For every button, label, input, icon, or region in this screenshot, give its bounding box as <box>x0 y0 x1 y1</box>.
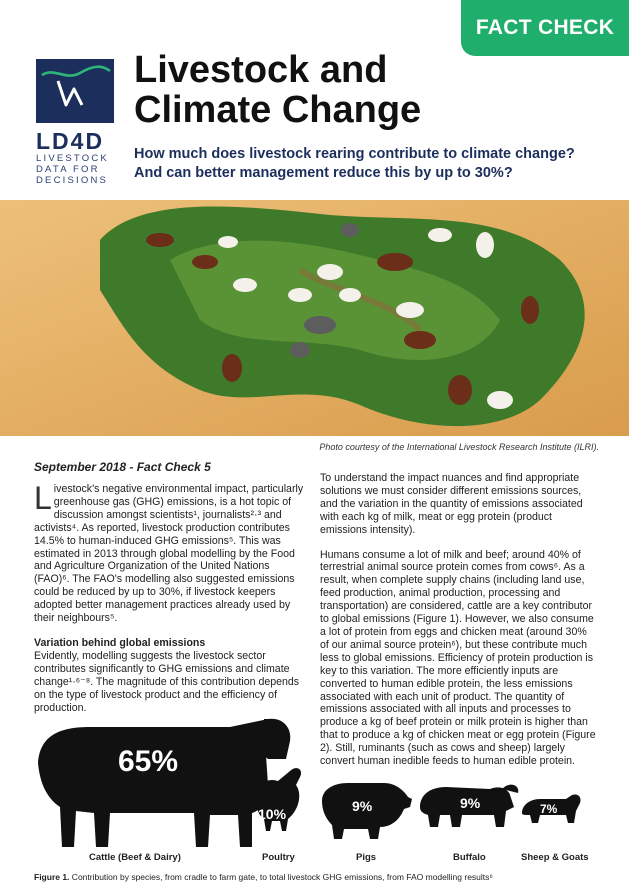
page-title <box>134 50 421 130</box>
figure-caption-label: Figure 1. <box>34 872 70 882</box>
label-pigs: Pigs <box>356 852 377 863</box>
title-line-2: Climate Change <box>134 89 422 131</box>
right-paragraph-1: To understand the impact nuances and find appropriate solutions we must consider different emissions sources, and the variation in the quantity of emissions associated with each kg of milk, meat or egg protein (product emissions intensity). <box>320 472 583 536</box>
drop-cap: L <box>34 480 52 516</box>
left-column <box>34 480 304 726</box>
logo-sub-3: DECISIONS <box>36 175 109 186</box>
title-line-1: Livestock and <box>134 49 388 91</box>
ld4d-logo-mark <box>36 59 114 123</box>
figure-1-infographic <box>0 715 629 875</box>
photo-caption: Photo courtesy of the International Livestock Research Institute (ILRI). <box>319 442 599 452</box>
logo-sub-1: LIVESTOCK <box>36 153 109 164</box>
section-heading: Variation behind global emissions <box>34 636 206 649</box>
ld4d-logo-text <box>36 129 122 186</box>
poultry-value: 10% <box>258 806 287 822</box>
logo-sub-2: DATA FOR <box>36 164 100 175</box>
right-paragraph-2: Humans consume a lot of milk and beef; around 40% of terrestrial animal source protein comes from cows⁶. As a result, when complete supply chains (including land use, feed production, animal production, processing and transportation) are considered, cattle are a key contributor to global emissions (Figure 1). However, we also consume a lot of protein from eggs and chicken meat (around 30% of our animal source protein⁶), but these contribute much less to global emissions. Efficiency of protein production is key to this variation. The more efficiently inputs are converted to human edible protein, the less emissions associated with each unit of product. The quantity of emissions associated with all inputs and processes to produce a kg of beef protein or milk protein is higher than that to produce a kg of chicken meat or egg protein (Figure 2). Still, ruminants (such as cows and sheep) largely convert human inedible feeds to human edible protein. <box>320 548 596 768</box>
figure-caption <box>34 872 493 882</box>
label-poultry: Poultry <box>262 852 295 863</box>
figure-caption-text: Contribution by species, from cradle to farm gate, to total livestock GHG emissions, from FAO modelling results⁶ <box>69 872 493 882</box>
intro-text: ivestock's negative environmental impact, particularly greenhouse gas (GHG) emissions, is a hot topic of discussion amongst scientists¹, journalists²·³ and activists⁴. As reported, livestock production contributes 14.5% to human-induced GHG emissions⁵. This was estimated in 2013 through global modelling by the Food and Agriculture Organization of the United Nations (FAO)⁶. The FAO's modelling also suggested emissions could be reduced by up to 30%, if livestock keepers adopted better management practices already used by their neighbours⁵. <box>34 483 304 625</box>
pig-value: 9% <box>352 798 373 814</box>
issue-date: September 2018 - Fact Check 5 <box>34 460 211 474</box>
buffalo-value: 9% <box>460 795 481 811</box>
sheep-goats-value: 7% <box>540 802 558 816</box>
logo-name: LD4D <box>36 128 105 154</box>
cattle-value: 65% <box>118 745 179 778</box>
intro-paragraph <box>34 480 304 625</box>
label-cattle: Cattle (Beef & Dairy) <box>89 852 181 863</box>
fact-check-badge: FACT CHECK <box>461 0 629 56</box>
label-buffalo: Buffalo <box>453 852 486 863</box>
page-subtitle: How much does livestock rearing contribute to climate change? And can better management reduce this by up to 30%? <box>134 146 575 181</box>
label-sheep-goats: Sheep & Goats <box>521 852 589 863</box>
cattle-aerial-photo <box>0 200 629 436</box>
variation-paragraph: Evidently, modelling suggests the livestock sector contributes significantly to GHG emissions and climate change¹·⁶⁻⁸. The magnitude of this contribution depends on the type of livestock product and the efficiency of production. <box>34 649 300 714</box>
